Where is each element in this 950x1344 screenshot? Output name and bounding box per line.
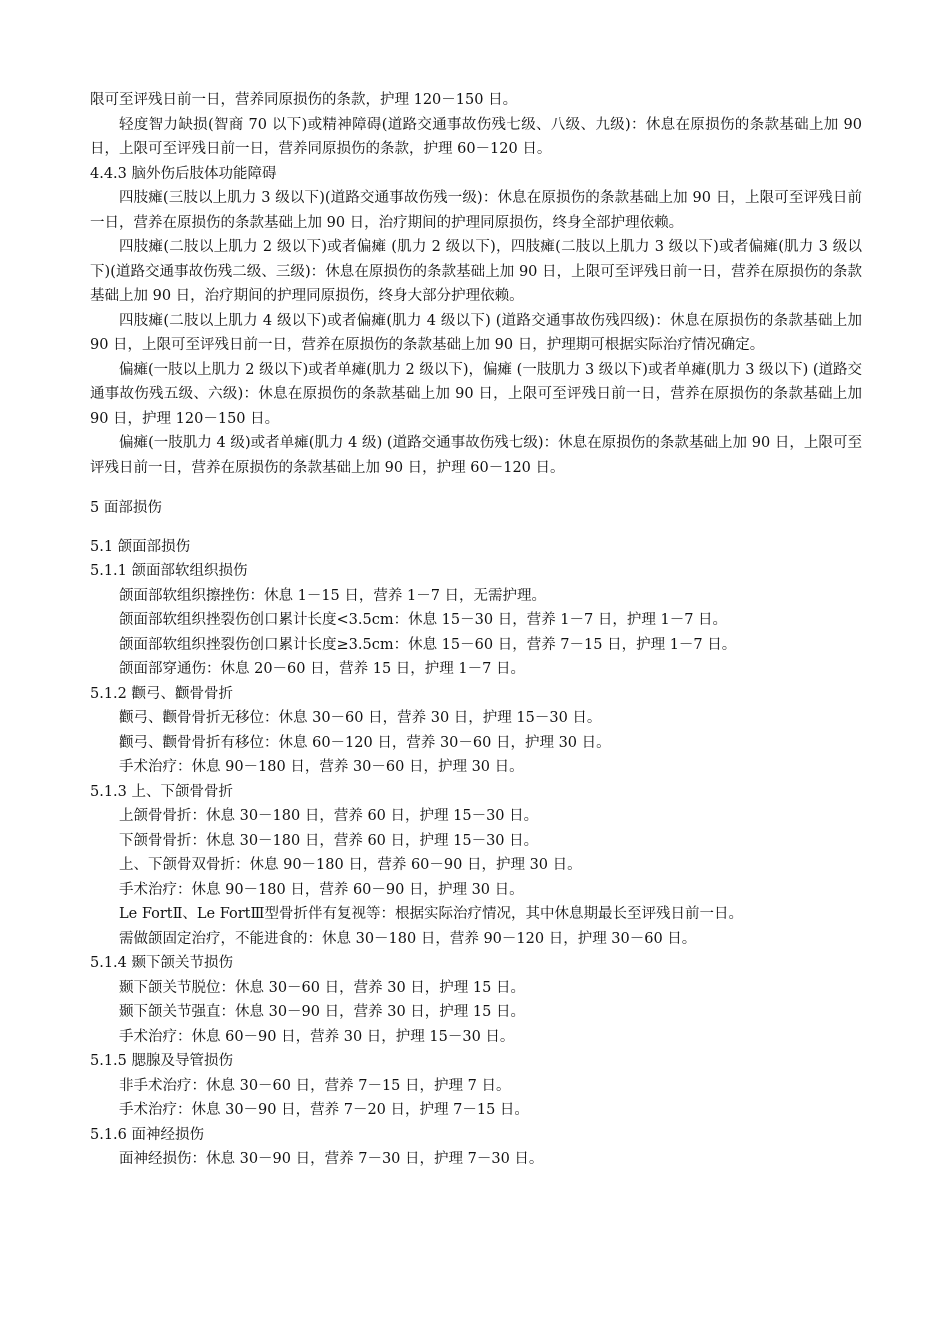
list-item: 颞下颌关节强直：休息 30－90 日，营养 30 日，护理 15 日。 <box>119 1004 525 1020</box>
list-item: 颌面部软组织挫裂伤创口累计长度<3.5cm：休息 15－30 日，营养 1－7 日，护理 1－7 日。 <box>119 612 728 628</box>
list-item: 需做颌固定治疗，不能进食的：休息 30－180 日，营养 90－120 日，护理 30－60 日。 <box>119 930 697 947</box>
list-item: 上颌骨骨折：休息 30－180 日，营养 60 日，护理 15－30 日。 <box>119 808 539 824</box>
list-item: 非手术治疗：休息 30－60 日，营养 7－15 日，护理 7 日。 <box>119 1077 511 1094</box>
list-item: 下颌骨骨折：休息 30－180 日，营养 60 日，护理 15－30 日。 <box>119 832 539 849</box>
list-item: 颌面部软组织擦挫伤：休息 1－15 日，营养 1－7 日，无需护理。 <box>119 587 547 604</box>
list-item: 颌面部软组织挫裂伤创口累计长度≥3.5cm：休息 15－60 日，营养 7－15 日，护理 1－7 日。 <box>119 636 737 653</box>
paragraph-quadriplegia-grade1: 四肢瘫(三肢以上肌力 3 级以下)(道路交通事故伤残一级)：休息在原损伤的条款基础上加 90 日，上限可至评残日前一日，营养在原损伤的条款基础上加 90 日，治疗期间的护理同原损伤，终身全部护理依赖。 <box>90 190 862 231</box>
list-item: 颞下颌关节脱位：休息 30－60 日，营养 30 日，护理 15 日。 <box>119 979 525 996</box>
list-item: 手术治疗：休息 90－180 日，营养 30－60 日，护理 30 日。 <box>119 759 524 775</box>
paragraph-hemiplegia-grade7: 偏瘫(一肢肌力 4 级)或者单瘫(肌力 4 级) (道路交通事故伤残七级)：休息在原损伤的条款基础上加 90 日，上限可至评残日前一日，营养在原损伤的条款基础上加 90 日，护理 60－120 日。 <box>90 435 862 476</box>
paragraph-hemiplegia-grade5-6: 偏瘫(一肢以上肌力 2 级以下)或者单瘫(肌力 2 级以下)，偏瘫 (一肢肌力 3 级以下)或者单瘫(肌力 3 级以下) (道路交通事故伤残五级、六级)：休息在原损伤的条款基础上加 90 日，上限可至评残日前一日，营养在原损伤的条款基础上加 90 日，护理 120－150 日。 <box>90 361 862 427</box>
heading-5-1: 5.1 颌面部损伤 <box>90 538 191 555</box>
paragraph-mild-intellectual-disability: 轻度智力缺损(智商 70 以下)或精神障碍(道路交通事故伤残七级、八级、九级)：休息在原损伤的条款基础上加 90 日，上限可至评残日前一日，营养同原损伤的条款，护理 60－120 日。 <box>90 116 862 157</box>
list-item: 手术治疗：休息 60－90 日，营养 30 日，护理 15－30 日。 <box>119 1028 515 1045</box>
continued-paragraph: 限可至评残日前一日，营养同原损伤的条款，护理 120－150 日。 <box>90 92 518 108</box>
paragraph-quadriplegia-grade4: 四肢瘫(二肢以上肌力 4 级以下)或者偏瘫(肌力 4 级以下) (道路交通事故伤残四级)：休息在原损伤的条款基础上加 90 日，上限可至评残日前一日，营养在原损伤的条款基础上加 90 日，护理期可根据实际治疗情况确定。 <box>90 312 862 353</box>
paragraph-quadriplegia-grade2-3: 四肢瘫(二肢以上肌力 2 级以下)或者偏瘫 (肌力 2 级以下)，四肢瘫(二肢以上肌力 3 级以下)或者偏瘫(肌力 3 级以下)(道路交通事故伤残二级、三级)：休息在原损伤的条款基础上加 90 日，上限可至评残日前一日，营养在原损伤的条款基础上加 90 日，治疗期间的护理同原损伤，终身大部分护理依赖。 <box>90 239 862 304</box>
heading-4-4-3: 4.4.3 脑外伤后肢体功能障碍 <box>90 165 277 182</box>
list-item: 颧弓、颧骨骨折无移位：休息 30－60 日，营养 30 日，护理 15－30 日。 <box>119 710 602 726</box>
document-page <box>90 88 862 1172</box>
heading-5-1-6: 5.1.6 面神经损伤 <box>90 1126 205 1143</box>
heading-5-1-1: 5.1.1 颌面部软组织损伤 <box>90 563 248 579</box>
heading-5-1-4: 5.1.4 颞下颌关节损伤 <box>90 955 234 971</box>
list-item: Le FortⅡ、Le FortⅢ型骨折伴有复视等：根据实际治疗情况，其中休息期最长至评残日前一日。 <box>119 906 743 922</box>
heading-5-1-5: 5.1.5 腮腺及导管损伤 <box>90 1053 234 1069</box>
heading-5-1-2: 5.1.2 颧弓、颧骨骨折 <box>90 685 234 702</box>
section-5-title: 5 面部损伤 <box>90 500 162 516</box>
list-item: 颌面部穿通伤：休息 20－60 日，营养 15 日，护理 1－7 日。 <box>119 661 525 677</box>
list-item: 面神经损伤：休息 30－90 日，营养 7－30 日，护理 7－30 日。 <box>119 1151 544 1167</box>
list-item: 上、下颌骨双骨折：休息 90－180 日，营养 60－90 日，护理 30 日。 <box>119 857 582 873</box>
list-item: 手术治疗：休息 30－90 日，营养 7－20 日，护理 7－15 日。 <box>119 1102 529 1118</box>
list-item: 颧弓、颧骨骨折有移位：休息 60－120 日，营养 30－60 日，护理 30 日。 <box>119 734 611 751</box>
heading-5-1-3: 5.1.3 上、下颌骨骨折 <box>90 783 234 800</box>
list-item: 手术治疗：休息 90－180 日，营养 60－90 日，护理 30 日。 <box>119 881 524 898</box>
